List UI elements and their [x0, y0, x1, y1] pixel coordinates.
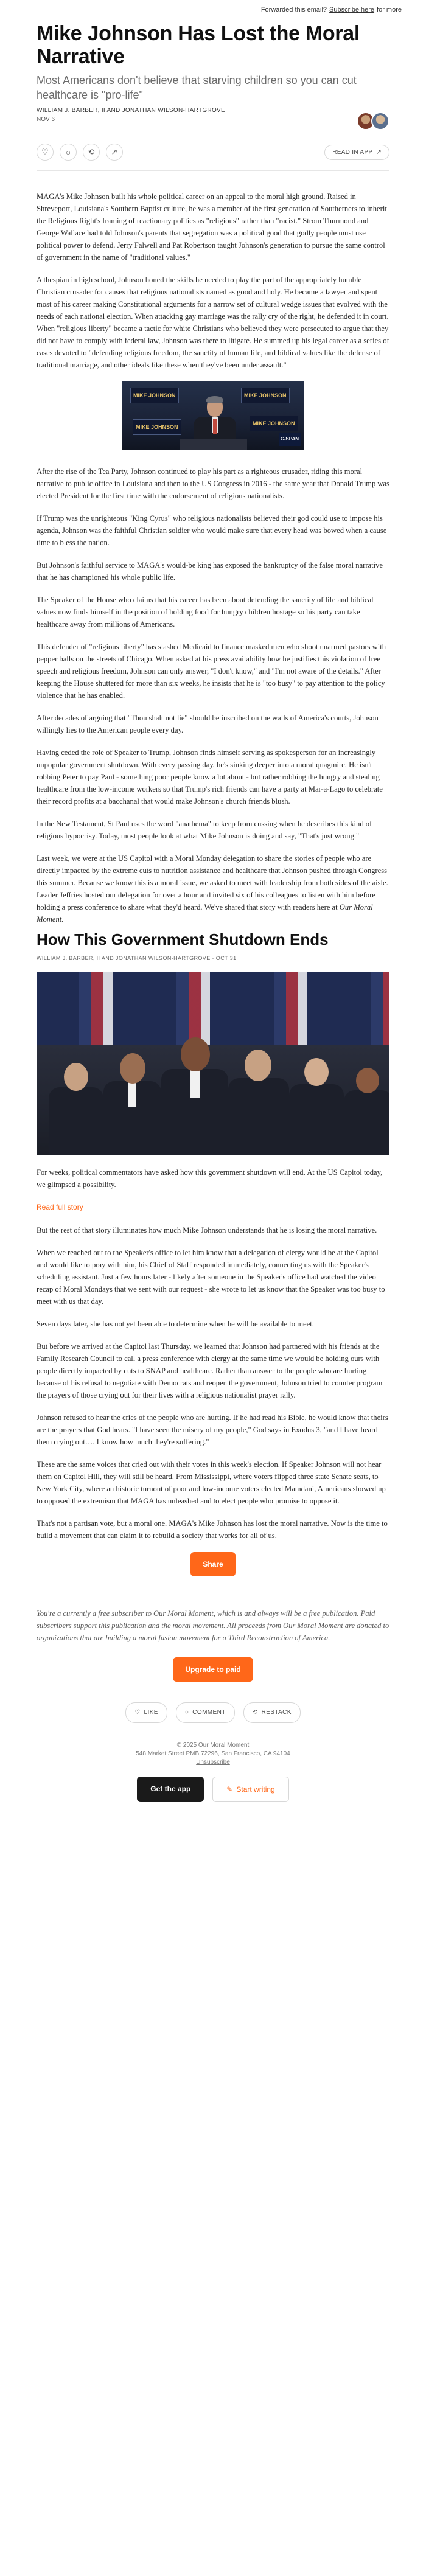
pencil-icon: ✎ [226, 1785, 233, 1794]
paragraph: After decades of arguing that "Thou shalt not lie" should be inscribed on the walls of America's courts, Johnson willingly lies to the American people every day. [37, 714, 379, 734]
forward-bar [0, 0, 426, 22]
start-writing-label: Start writing [236, 1785, 275, 1794]
start-writing-button[interactable] [212, 1777, 288, 1802]
paragraph: Johnson refused to hear the cries of the people who are hurting. If he had read his Bible, he would know that theirs are the prayers that God hears. "I have seen the misery of my people," God says in Exodus 3, "and I have heard them crying out…. I know how much they're suffering." [37, 1413, 388, 1446]
post-authors[interactable]: WILLIAM J. BARBER, II AND JONATHAN WILSON-HARTGROVE [37, 107, 225, 114]
sign-text: MIKE JOHNSON [133, 419, 181, 435]
post-date: NOV 6 [37, 116, 55, 123]
paragraph: This defender of "religious liberty" has slashed Medicaid to finance masked men who shoot unarmed pastors with pepper balls on the streets of Chicago. When asked at his press availability how he justifies this violation of free speech and religious freedom, Johnson can only answer, "I don't know," and "I'm not aware of the details." After keeping the House shuttered for more than six weeks, he insists that he is "too busy" to pay attention to the policy violence that he has enabled. [37, 642, 386, 700]
upgrade-section [37, 1657, 389, 1682]
like-label: LIKE [144, 1709, 158, 1716]
sign-text: MIKE JOHNSON [250, 416, 298, 431]
post-title[interactable]: Mike Johnson Has Lost the Moral Narrative [37, 22, 360, 68]
paragraph: If Trump was the unrighteous "King Cyrus" who religious nationalists believed their god could use to impose his agenda, Johnson was the faithful Christian soldier who would make sure that every head was bowed when a cause time to bless the nation. [37, 514, 387, 547]
like-button[interactable] [37, 144, 54, 161]
restack-label: RESTACK [261, 1709, 292, 1716]
forward-text: Forwarded this email? [260, 6, 327, 13]
embedded-post[interactable] [37, 930, 389, 1155]
paragraph: When we reached out to the Speaker's office to let him know that a delegation of clergy would be at the Capitol and would like to pray with him, his Chief of Staff responded immediately, connecting us with the Speaker's scheduling assistant. Just a few hours later - likely after someone in the Speaker's office had watched the video recap of Moral Mondays that we sent with our request - she wrote to let us know that the Speaker was too busy to meet with us that day. [37, 1248, 385, 1306]
share-section [37, 1552, 389, 1576]
share-icon: ↗ [111, 147, 118, 156]
upgrade-button[interactable]: Upgrade to paid [173, 1657, 253, 1682]
read-in-app-label: READ IN APP [332, 148, 373, 156]
paragraph: For weeks, political commentators have asked how this government shutdown will end. At the US Capitol today, we glimpsed a possibility. [37, 1168, 383, 1189]
embedded-post-title[interactable]: How This Government Shutdown Ends [37, 930, 329, 949]
paragraph: But the rest of that story illuminates how much Mike Johnson understands that he is losing the moral narrative. [37, 1226, 377, 1234]
article-continued [37, 1166, 389, 1542]
external-link-icon: ↗ [376, 148, 382, 156]
heart-icon: ♡ [41, 147, 49, 156]
comment-icon: ○ [66, 147, 71, 157]
comment-icon: ○ [184, 1709, 189, 1716]
restack-icon: ⟲ [252, 1709, 258, 1716]
press-conference-image[interactable] [37, 972, 389, 1155]
paragraph: After the rise of the Tea Party, Johnson continued to play his part as a righteous crusader, riding this moral narrative to public office in Louisiana and then to the US Congress in 2016 - the same year that Donald Trump was elected President for the first time with the endorsement of religious nationalists. [37, 467, 390, 500]
share-button[interactable] [106, 144, 123, 161]
post-header [0, 22, 426, 171]
forward-suffix: for more [377, 6, 402, 13]
get-app-button[interactable]: Get the app [137, 1777, 204, 1802]
paragraph: MAGA's Mike Johnson built his whole political career on an appeal to the moral high ground. Raised in Shreveport, Louisiana's Southern Baptist culture, he was a member of the first generation of Southerners to inherit the Religious Right's framing of reactionary politics as "religious" rather than "racist." Strom Thurmond and George Wallace had told Johnson's parents that segregation was a political good that godly people must use political power to defend. Jerry Falwell and Pat Robertson taught Johnson's generation to pursue the same control of government in the name of "traditional values." [37, 192, 387, 262]
author-avatars [357, 112, 389, 130]
copyright: © 2025 Our Moral Moment [176, 1742, 250, 1749]
footer-buttons [37, 1777, 389, 1814]
avatar[interactable] [371, 112, 389, 130]
heart-icon: ♡ [134, 1709, 141, 1716]
comment-label: COMMENT [192, 1709, 226, 1716]
read-in-app-button[interactable] [324, 145, 389, 160]
paragraph: The Speaker of the House who claims that his career has been about defending the sanctity of life and biblical values now finds himself in the position of holding food for hungry children hostage so his party can take healthcare away from millions of Americans. [37, 596, 374, 628]
paragraph [37, 852, 389, 925]
paragraph: But before we arrived at the Capitol last Thursday, we learned that Johnson had partnered with his friends at the Family Research Council to call a press conference with clergy at the same time we would be holding ours with people directly impacted by cuts to SNAP and healthcare. Rather than answer to the people who are hurting because of his refusal to negotiate with Democrats and reopen the government, Johnson tried to counter program the prayers of those crying out for their lives with a religious nationalist prayer rally. [37, 1342, 383, 1399]
paragraph: Having ceded the role of Speaker to Trump, Johnson finds himself serving as spokesperson for an increasingly unpopular government shutdown. With every passing day, he's sinking deeper into a moral quagmire. He isn't robbing Peter to pay Paul - something poor people know a lot about - but rather robbing the hungry and stealing healthcare from the low-income workers so that Trump's rich friends can have a party at Mar-a-Lago to celebrate their record profits at a bacchanal that would make Johnson's church friends blush. [37, 748, 383, 806]
paragraph: Seven days later, she has not yet been able to determine when he will be available to meet. [37, 1320, 314, 1328]
paragraph: In the New Testament, St Paul uses the word "anathema" to keep from cussing when he describes this kind of religious hypocrisy. Today, most people look at what Mike Johnson is doing and say, "That's just wrong." [37, 820, 372, 840]
restack-button[interactable] [243, 1702, 301, 1723]
johnson-podium-image[interactable] [122, 381, 304, 450]
embedded-post-meta: WILLIAM J. BARBER, II AND JONATHAN WILSON-HARTGROVE · OCT 31 [37, 955, 237, 961]
bottom-actions [37, 1702, 389, 1723]
address: 548 Market Street PMB 72296, San Francisco, CA 94104 [136, 1750, 290, 1757]
publication-name: Our Moral Moment. [37, 903, 373, 924]
subscription-note: You're a currently a free subscriber to Our Moral Moment, which is and always will be a free publication. Paid subscribers support this publication and the moral movement. All proceeds from Our Moral Moment are donated to organizations that are building a moral fusion movement for a Third Reconstruction of America. [37, 1609, 389, 1642]
paragraph: These are the same voices that cried out with their votes in this week's election. If Speaker Johnson will not hear them on Capitol Hill, they will still be heard. From Mississippi, where voters flipped three state Senate seats, to New York City, where an historic turnout of poor and low-income voters elected Mamdani, Americans showed up to opposed the extremism that MAGA has unleashed and to elect people who promise to oppose it. [37, 1460, 386, 1505]
paragraph: But Johnson's faithful service to MAGA's would-be king has exposed the bankruptcy of the false moral narrative that he has championed his whole public life. [37, 561, 383, 582]
paragraph: That's not a partisan vote, but a moral one. MAGA's Mike Johnson has lost the moral narrative. Now is the time to build a movement that can claim it to rebuild a society that works for all of us. [37, 1519, 388, 1540]
sign-text: MIKE JOHNSON [241, 388, 290, 403]
like-button[interactable] [125, 1702, 167, 1723]
restack-button[interactable] [83, 144, 100, 161]
unsubscribe-link[interactable]: Unsubscribe [196, 1759, 230, 1766]
comment-button[interactable] [60, 144, 77, 161]
post-subtitle: Most Americans don't believe that starving children so you can cut healthcare is "pro-life" [37, 74, 357, 101]
post-actions [37, 144, 389, 171]
read-full-story-link[interactable]: Read full story [37, 1203, 83, 1211]
paragraph-text: Last week, we were at the US Capitol with a Moral Monday delegation to share the stories of people who are directly impacted by the extreme cuts to nutrition assistance and healthcare that Johnson pushed through Congress this summer. Because we know this is a moral issue, we asked to meet with leadership from both sides of the aisle. Leader Jeffries hosted our delegation for over a hour and invited six of his colleagues to listen with him before holding a press conference to share what they'd heard. We've shared that story with readers here at [37, 854, 388, 911]
sign-text: MIKE JOHNSON [130, 388, 179, 403]
article-body [0, 171, 426, 1814]
cspan-badge: C-SPAN [279, 433, 301, 446]
paragraph: A thespian in high school, Johnson honed the skills he needed to play the part of the appropriately humble Christian crusader for causes that religious nationalists named as good and holy. He became a lawyer and spent most of his career making Constitutional arguments for a narrow set of cultural wedge issues that evolved with the needs of each national election. When attacking gay marriage was the rally cry of the right, he defended it in court. When "religious liberty" became a tactic for white Christians who believed they were persecuted to argue that they did not have to comply with federal law, Johnson was there to litigate. He summed up his legal career as a series of cases devoted to "defending religious freedom, the sanctity of human life, and biblical values like the defense of traditional marriage, and other ideals like these when they've been under assault." [37, 276, 389, 369]
restack-icon: ⟲ [88, 147, 95, 156]
share-post-button[interactable]: Share [190, 1552, 235, 1576]
byline [37, 107, 389, 130]
footer [37, 1741, 389, 1767]
subscribe-link[interactable]: Subscribe here [329, 6, 375, 13]
comment-button[interactable] [176, 1702, 235, 1723]
